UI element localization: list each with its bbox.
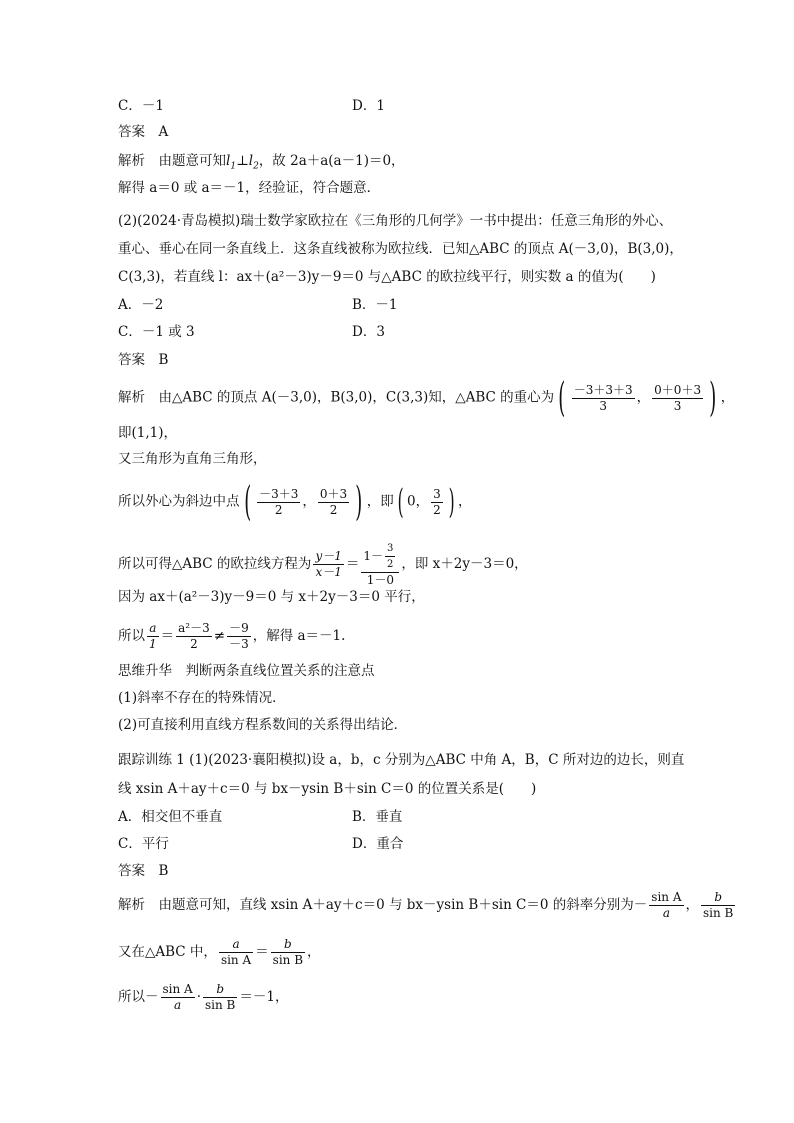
explanation-text: 解析 由题意可知 — [118, 153, 226, 169]
fraction — [203, 982, 237, 1013]
option-b: B．－1 — [352, 297, 398, 313]
nested-fraction — [361, 541, 399, 588]
denominator: a — [174, 998, 182, 1012]
explanation-text: 又在△ABC 中， — [118, 944, 217, 960]
explanation-12: 所以－ $\frac{\text{sin A}}{a}$ · $\frac{b}{\text{sin B}}$ ＝－1， — [118, 982, 289, 1012]
denominator: sin B — [272, 953, 304, 967]
explanation-text: 所以外心为斜边中点 — [118, 493, 240, 510]
numerator: y－1 — [315, 549, 342, 563]
option-d2: D．3 — [352, 324, 385, 340]
denominator: 2 — [433, 502, 441, 517]
denominator: sin B — [205, 998, 236, 1012]
numerator: －3＋3＋3 — [573, 382, 633, 397]
tracking-question-line-1: 跟踪训练 1 (1)(2023·襄阳模拟)设 a，b，c 分别为△ABC 中角 A，B，C 所对边的边长，则直 — [118, 752, 685, 768]
explanation-text: 解析 由题意可知，直线 xsin A＋ay＋c＝0 与 bx－ysin B＋sin C＝0 的斜率分别为－ — [118, 897, 648, 913]
fraction — [219, 937, 253, 968]
explanation-6: 所以外心为斜边中点 ( $\frac{-3+3}{2}$ ， $\frac{0+3}{2}$ ) ，即 ( 0， $\frac{3}{2}$ ) ， — [118, 479, 472, 525]
value-zero: 0， — [407, 493, 430, 510]
numerator: sin A — [162, 982, 193, 996]
option-d-line — [352, 97, 385, 115]
equals-sign: ＝ — [345, 556, 360, 572]
tracking-question-line-2: 线 xsin A＋ay＋c＝0 与 bx－ysin B＋sin C＝0 的位置关系是( ) — [118, 781, 537, 797]
fraction — [318, 487, 349, 518]
right-paren: ) — [709, 375, 717, 421]
explanation-text: 所以可得△ABC 的欧拉线方程为 — [118, 556, 312, 572]
tracking-option-c: C．平行 — [118, 836, 169, 852]
thinking-point-1: (1)斜率不存在的特殊情况． — [118, 690, 286, 706]
denominator: 3 — [673, 398, 682, 413]
denominator: 1－0 — [366, 573, 394, 587]
answer-1: 答案 A — [118, 124, 169, 140]
numerator: 0＋3 — [319, 486, 348, 501]
explanation-text: ＝－1， — [239, 989, 289, 1005]
numerator: b — [203, 982, 237, 998]
line-l1: $l_1\perp l_2$ — [226, 153, 259, 172]
explanation-text: 所以 — [118, 628, 145, 644]
fraction — [649, 890, 683, 921]
answer-3: 答案 B — [118, 863, 169, 879]
option-c2: C．－1 或 3 — [118, 324, 195, 340]
numerator: －9 — [229, 621, 249, 635]
fraction — [227, 621, 251, 652]
denominator: 2 — [274, 502, 283, 517]
numerator-part: 1－ — [363, 549, 383, 563]
denominator: a — [662, 906, 670, 920]
numerator: a²－3 — [178, 621, 210, 635]
explanation-text: 所以－ — [118, 989, 159, 1005]
numerator: sin A — [651, 890, 682, 904]
explanation-5: 又三角形为直角三角形， — [118, 451, 267, 467]
explanation-10: 解析 由题意可知，直线 xsin A＋ay＋c＝0 与 bx－ysin B＋sin C＝0 的斜率分别为－ $\frac{\text{sin A}}{a}$ ， $\frac{b}{\text{sin B}}$ — [118, 890, 734, 920]
denominator: 2 — [387, 559, 394, 570]
numerator: a — [219, 937, 253, 953]
fraction — [176, 621, 212, 652]
option-a: A．－2 — [118, 297, 164, 313]
right-paren: ) — [448, 482, 455, 522]
fraction — [313, 549, 343, 580]
denominator: 1 — [149, 637, 157, 651]
tracking-option-d: D．重合 — [352, 836, 404, 852]
question-2-line-2: 重心、垂心在同一条直线上．这条直线被称为欧拉线．已知△ABC 的顶点 A(－3,0)，B(3,0)， — [118, 241, 683, 257]
thinking-title: 思维升华 判断两条直线位置关系的注意点 — [118, 663, 375, 679]
denominator: 3 — [599, 398, 608, 413]
tracking-option-b: B．垂直 — [352, 809, 403, 825]
fraction — [572, 383, 635, 414]
option-d: D．1 — [352, 98, 385, 114]
numerator: 0＋0＋3 — [654, 382, 702, 397]
fraction — [701, 890, 735, 921]
numerator: b — [701, 890, 735, 906]
denominator: sin B — [703, 906, 734, 920]
left-paren: ( — [558, 375, 566, 421]
tracking-option-a: A．相交但不垂直 — [118, 809, 223, 825]
explanation-9: 所以 $\frac{a}{1}$ ＝ $\frac{\text{a²－3}}{2}$ ≠ $\frac{-9}{-3}$ ，解得 a＝－1. — [118, 621, 346, 651]
numerator: b — [271, 937, 305, 953]
option-c-line — [118, 97, 164, 115]
fraction — [147, 621, 159, 652]
left-paren: ( — [243, 479, 251, 525]
right-paren: ) — [355, 479, 363, 525]
answer-2: 答案 B — [118, 352, 169, 368]
numerator: －3＋3 — [259, 486, 299, 501]
left-paren: ( — [397, 482, 404, 522]
option-c: C．－1 — [118, 98, 164, 114]
equals-sign: ＝ — [255, 944, 269, 960]
fraction — [271, 937, 305, 968]
thinking-point-2: (2)可直接利用直线方程系数间的关系得出结论． — [118, 717, 408, 733]
explanation-text: ，即 x＋2y－3＝0， — [401, 556, 528, 572]
numerator: 3 — [385, 541, 395, 557]
fraction — [652, 383, 703, 414]
explanation-text: ，故 2a＋a(a－1)＝0， — [258, 153, 405, 169]
numerator: a — [147, 621, 159, 637]
numerator: 3 — [433, 486, 441, 501]
denominator: x－1 — [315, 565, 342, 579]
fraction — [257, 487, 300, 518]
explanation-8: 因为 ax＋(a²－3)y－9＝0 与 x＋2y－3＝0 平行， — [118, 589, 425, 605]
denominator: －3 — [229, 637, 249, 651]
inner-fraction — [385, 541, 395, 572]
explanation-text: ，即 — [366, 493, 394, 510]
explanation-3: 解析 由△ABC 的顶点 A(－3,0)，B(3,0)，C(3,3)知，△ABC 的重心为 ( $\frac{-3+3+3}{3}$ ， $\frac{0+0+3}{3}$ ) ， — [118, 375, 735, 421]
explanation-7 — [118, 541, 528, 588]
denominator: 2 — [329, 502, 338, 517]
denominator: 2 — [190, 637, 198, 651]
question-2-line-1: (2)(2024·青岛模拟)瑞士数学家欧拉在《三角形的几何学》一书中提出：任意三角形的外心、 — [118, 213, 673, 229]
explanation-4: 即(1,1)， — [118, 425, 178, 441]
explanation-1 — [118, 152, 405, 170]
numerator — [361, 541, 399, 573]
fraction — [431, 487, 443, 518]
explanation-2: 解得 a＝0 或 a＝－1，经验证，符合题意． — [118, 180, 381, 196]
explanation-text: 解析 由△ABC 的顶点 A(－3,0)，B(3,0)，C(3,3)知，△ABC 的重心为 — [118, 389, 555, 406]
fraction — [161, 982, 195, 1013]
question-2-line-3: C(3,3)，若直线 l：ax＋(a²－3)y－9＝0 与△ABC 的欧拉线平行，则实数 a 的值为( ) — [118, 269, 656, 285]
denominator: sin A — [220, 953, 252, 967]
explanation-text: ，解得 a＝－1. — [252, 628, 346, 644]
explanation-11: 又在△ABC 中， $\frac{a}{\text{sin A}}$ ＝ $\frac{b}{\text{sin B}}$ ， — [118, 937, 321, 967]
